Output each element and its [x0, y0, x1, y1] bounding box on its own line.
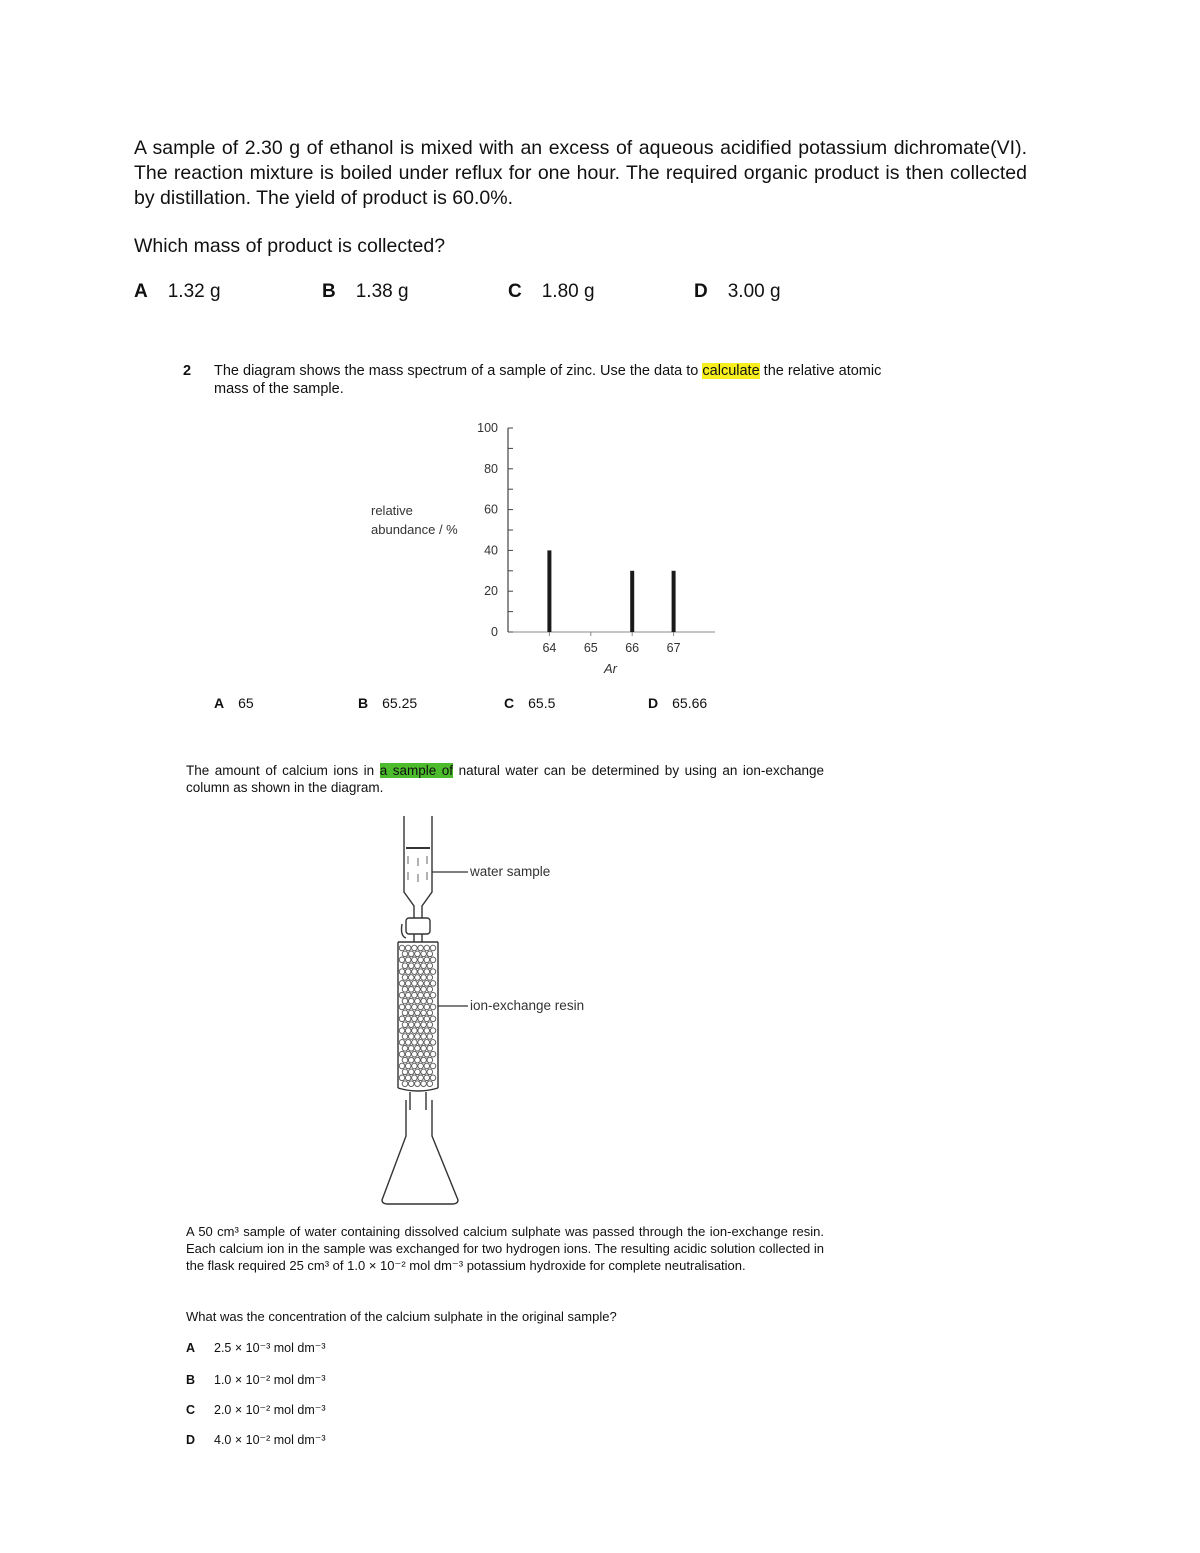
resin-bead	[418, 1075, 424, 1081]
resin-bead	[408, 963, 414, 969]
resin-bead	[430, 1016, 436, 1022]
resin-bead	[418, 1016, 424, 1022]
resin-bead	[418, 992, 424, 998]
resin-bead	[405, 1075, 411, 1081]
option-letter: B	[186, 1373, 196, 1387]
resin-bead	[402, 975, 408, 981]
resin-bead	[412, 945, 418, 951]
resin-bead	[399, 1028, 405, 1034]
water-sample-label: water sample	[470, 864, 551, 879]
resin-bead	[418, 1051, 424, 1057]
resin-bead	[421, 1069, 427, 1075]
resin-bead	[427, 1046, 433, 1052]
question3-option-a[interactable]	[186, 1340, 326, 1355]
resin-bead	[412, 981, 418, 987]
resin-bead	[412, 1075, 418, 1081]
option-value: 65.66	[672, 695, 708, 711]
resin-bead	[418, 945, 424, 951]
mass-spectrum-chart	[360, 410, 740, 685]
resin-bead	[399, 992, 405, 998]
question3-ask: What was the concentration of the calcium sulphate in the original sample?	[186, 1309, 617, 1324]
resin-bead	[430, 945, 436, 951]
question2-text-after: the relative atomic mass of the sample.	[214, 363, 882, 397]
resin-bead	[430, 1051, 436, 1057]
resin-beads	[399, 945, 436, 1086]
resin-bead	[408, 1010, 414, 1016]
ion-exchange-diagram	[370, 810, 630, 1210]
resin-bead	[415, 1010, 421, 1016]
resin-bead	[427, 987, 433, 993]
y-tick-label: 60	[484, 502, 498, 517]
resin-bead	[415, 1057, 421, 1063]
resin-bead	[399, 1075, 405, 1081]
question1-option-d[interactable]	[694, 281, 781, 303]
reservoir-tube	[404, 816, 432, 918]
spectrum-bar	[672, 571, 676, 632]
question2-text-before: The diagram shows the mass spectrum of a sample of zinc. Use the data to	[214, 363, 699, 379]
resin-bead	[402, 1034, 408, 1040]
option-value: 1.38 g	[355, 281, 409, 302]
resin-bead	[405, 945, 411, 951]
resin-bead	[415, 1069, 421, 1075]
resin-bead	[399, 945, 405, 951]
resin-bead	[412, 1051, 418, 1057]
question2-option-d[interactable]	[648, 695, 707, 711]
resin-bead	[421, 1010, 427, 1016]
resin-bead	[424, 1016, 430, 1022]
resin-bead	[415, 1034, 421, 1040]
y-tick-label: 40	[484, 543, 498, 558]
resin-bead	[421, 975, 427, 981]
question2	[183, 362, 913, 398]
resin-bead	[427, 951, 433, 957]
option-value: 65	[238, 695, 254, 711]
question2-number: 2	[183, 363, 192, 379]
resin-bead	[418, 1040, 424, 1046]
resin-bead	[415, 1022, 421, 1028]
option-value: 2.5 × 10⁻³ mol dm⁻³	[214, 1341, 326, 1355]
resin-bead	[427, 1069, 433, 1075]
resin-bead	[402, 1057, 408, 1063]
y-axis-label-line2: abundance / %	[371, 522, 458, 537]
resin-bead	[415, 1081, 421, 1087]
resin-bead	[430, 957, 436, 963]
resin-bead	[399, 957, 405, 963]
resin-bead	[418, 1028, 424, 1034]
resin-bead	[402, 1081, 408, 1087]
resin-bead	[424, 1040, 430, 1046]
question1-ask: Which mass of product is collected?	[134, 235, 446, 257]
resin-bead	[430, 1063, 436, 1069]
resin-bead	[418, 969, 424, 975]
option-value: 3.00 g	[727, 281, 781, 302]
resin-bead	[412, 1063, 418, 1069]
x-tick-label: 66	[625, 641, 640, 655]
resin-bead	[405, 1004, 411, 1010]
y-tick-label: 100	[477, 421, 498, 435]
water-level-marks	[408, 856, 427, 882]
y-tick-label: 20	[484, 584, 498, 599]
resin-bead	[408, 975, 414, 981]
resin-bead	[408, 1046, 414, 1052]
resin-bead	[412, 992, 418, 998]
x-axis-label: Ar	[604, 661, 617, 676]
question1-text: A sample of 2.30 g of ethanol is mixed with an excess of aqueous acidified potassium dichromate(VI). The reaction mixture is boiled under reflux for one hour. The required organic product is then collected by distillation. The yield of product is 60.0%.	[134, 137, 1027, 209]
question1-option-a[interactable]	[134, 281, 221, 303]
resin-bead	[427, 963, 433, 969]
resin-bead	[424, 1051, 430, 1057]
option-value: 1.32 g	[167, 281, 221, 302]
resin-bead	[412, 957, 418, 963]
x-tick-labels	[542, 632, 680, 655]
resin-bead	[421, 951, 427, 957]
x-tick-label: 67	[666, 641, 681, 655]
question3-option-d[interactable]	[186, 1432, 326, 1447]
resin-bead	[408, 1022, 414, 1028]
y-tick-label: 0	[491, 625, 498, 639]
question3-intro-highlight: a sample of	[379, 763, 454, 778]
resin-bead	[418, 957, 424, 963]
resin-bead	[399, 981, 405, 987]
resin-bead	[415, 975, 421, 981]
resin-bead	[427, 1022, 433, 1028]
resin-bead	[402, 963, 408, 969]
option-value: 65.25	[382, 695, 418, 711]
bars	[547, 550, 675, 632]
resin-bead	[412, 1004, 418, 1010]
option-value: 4.0 × 10⁻² mol dm⁻³	[214, 1433, 326, 1447]
option-letter: D	[694, 281, 708, 302]
resin-bead	[418, 1004, 424, 1010]
resin-bead	[430, 981, 436, 987]
resin-bead	[408, 987, 414, 993]
resin-bead	[405, 957, 411, 963]
resin-bead	[405, 992, 411, 998]
resin-bead	[421, 1046, 427, 1052]
resin-bead	[408, 1057, 414, 1063]
resin-bead	[408, 951, 414, 957]
resin-bead	[402, 998, 408, 1004]
resin-bead	[408, 998, 414, 1004]
resin-bead	[427, 975, 433, 981]
resin-bead	[408, 1069, 414, 1075]
resin-bead	[421, 1057, 427, 1063]
resin-bead	[402, 1069, 408, 1075]
resin-bead	[421, 1022, 427, 1028]
resin-bead	[421, 987, 427, 993]
resin-bead	[408, 1081, 414, 1087]
resin-bead	[402, 1010, 408, 1016]
resin-bead	[405, 1063, 411, 1069]
option-letter: B	[358, 695, 369, 711]
resin-bead	[402, 1022, 408, 1028]
conical-flask	[382, 1100, 458, 1204]
resin-bead	[430, 1075, 436, 1081]
resin-bead	[424, 1063, 430, 1069]
question2-option-a[interactable]	[214, 695, 254, 711]
resin-bead	[405, 1028, 411, 1034]
resin-bead	[430, 969, 436, 975]
option-value: 65.5	[528, 695, 556, 711]
question3-intro-before: The amount of calcium ions in	[186, 763, 375, 778]
option-value: 1.80 g	[541, 281, 595, 302]
resin-bead	[412, 1028, 418, 1034]
x-tick-label: 64	[542, 641, 557, 655]
option-letter: D	[186, 1433, 196, 1447]
resin-bead	[412, 1016, 418, 1022]
resin-bead	[430, 1028, 436, 1034]
resin-bead	[421, 963, 427, 969]
resin-bead	[405, 1051, 411, 1057]
option-letter: C	[186, 1403, 196, 1417]
question3-intro	[186, 762, 824, 796]
question2-highlight: calculate	[702, 363, 760, 379]
question3-option-c[interactable]	[186, 1402, 326, 1417]
resin-bead	[399, 1016, 405, 1022]
resin-bead	[415, 987, 421, 993]
spectrum-bar	[630, 571, 634, 632]
resin-bead	[415, 951, 421, 957]
option-letter: A	[186, 1341, 196, 1355]
resin-bead	[399, 969, 405, 975]
resin-bead	[430, 992, 436, 998]
resin-bead	[412, 969, 418, 975]
resin-bead	[402, 987, 408, 993]
y-tick-labels	[477, 421, 498, 639]
resin-bead	[427, 1081, 433, 1087]
resin-bead	[399, 1063, 405, 1069]
question3-body: A 50 cm³ sample of water containing dissolved calcium sulphate was passed through the ion-exchange resin. Each calcium ion in the sample was exchanged for two hydrogen ions. The resulting acidic solution collected in the flask required 25 cm³ of 1.0 × 10⁻² mol dm⁻³ potassium hydroxide for complete neutralisation.	[186, 1224, 824, 1273]
resin-bead	[399, 1004, 405, 1010]
resin-bead	[405, 1040, 411, 1046]
resin-bead	[418, 981, 424, 987]
resin-bead	[408, 1034, 414, 1040]
resin-bead	[421, 1081, 427, 1087]
resin-bead	[424, 1004, 430, 1010]
question2-option-c[interactable]	[504, 695, 555, 711]
resin-bead	[402, 1046, 408, 1052]
y-tick-label: 80	[484, 461, 498, 476]
resin-bead	[402, 951, 408, 957]
resin-bead	[415, 963, 421, 969]
resin-bead	[424, 1075, 430, 1081]
resin-bead	[405, 981, 411, 987]
resin-bead	[424, 992, 430, 998]
resin-bead	[424, 981, 430, 987]
spectrum-bar	[547, 550, 551, 632]
option-letter: C	[508, 281, 522, 302]
stopcock	[402, 918, 431, 942]
question1-option-b[interactable]	[322, 281, 409, 303]
question1-option-c[interactable]	[508, 281, 595, 303]
option-letter: C	[504, 695, 515, 711]
resin-bead	[427, 1010, 433, 1016]
option-letter: B	[322, 281, 336, 302]
resin-bead	[399, 1051, 405, 1057]
resin-bead	[427, 1034, 433, 1040]
option-letter: A	[214, 695, 225, 711]
resin-bead	[418, 1063, 424, 1069]
resin-bead	[427, 998, 433, 1004]
resin-bead	[405, 1016, 411, 1022]
resin-bead	[399, 1040, 405, 1046]
resin-bead	[424, 945, 430, 951]
resin-bead	[415, 1046, 421, 1052]
resin-bead	[430, 1040, 436, 1046]
option-value: 1.0 × 10⁻² mol dm⁻³	[214, 1373, 326, 1387]
resin-bead	[427, 1057, 433, 1063]
question3-option-b[interactable]	[186, 1372, 326, 1387]
x-tick-label: 65	[583, 641, 598, 655]
question2-option-b[interactable]	[358, 695, 417, 711]
question3-intro-after: natural water can be determined by using an ion-exchange column as shown in the diagram.	[186, 763, 824, 795]
chart-axes	[508, 428, 715, 632]
resin-bead	[424, 957, 430, 963]
option-value: 2.0 × 10⁻² mol dm⁻³	[214, 1403, 326, 1417]
resin-bead	[421, 998, 427, 1004]
resin-bead	[421, 1034, 427, 1040]
resin-bead	[405, 969, 411, 975]
ion-exchange-resin-label: ion-exchange resin	[470, 998, 585, 1013]
resin-bead	[415, 998, 421, 1004]
option-letter: A	[134, 281, 148, 302]
option-letter: D	[648, 695, 659, 711]
resin-bead	[412, 1040, 418, 1046]
resin-bead	[424, 969, 430, 975]
y-axis-label-line1: relative	[371, 503, 413, 518]
resin-bead	[430, 1004, 436, 1010]
resin-bead	[424, 1028, 430, 1034]
